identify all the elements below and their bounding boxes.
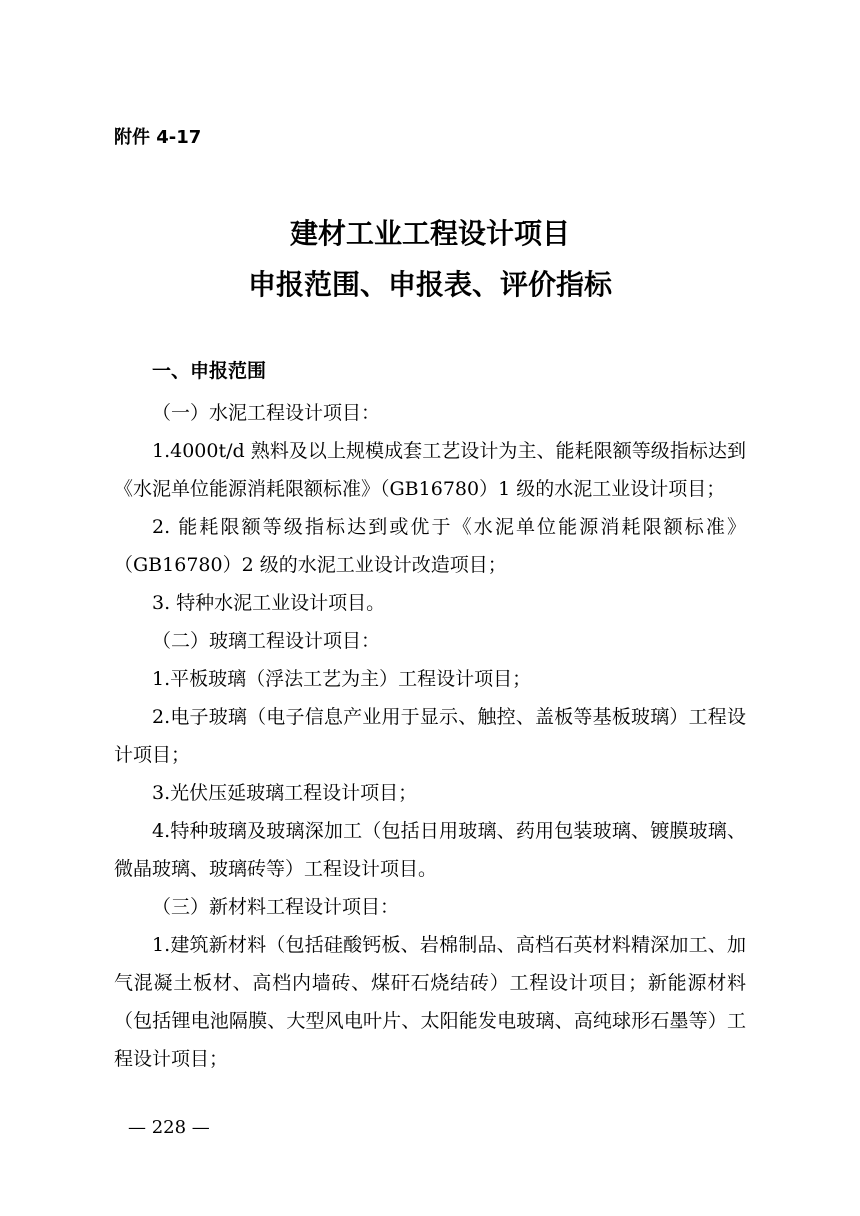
cement-item-1: 1.4000t/d 熟料及以上规模成套工艺设计为主、能耗限额等级指标达到《水泥单位能源消耗限额标准》（GB16780）1 级的水泥工业设计项目； [114, 440, 746, 500]
glass-item-3: 3.光伏压延玻璃工程设计项目； [152, 782, 418, 804]
glass-item-1: 1.平板玻璃（浮法工艺为主）工程设计项目； [152, 668, 532, 690]
document-title-line2: 申报范围、申报表、评价指标 [247, 268, 612, 301]
newmat-heading: （三）新材料工程设计项目： [152, 896, 400, 918]
cement-heading: （一）水泥工程设计项目： [152, 402, 381, 424]
document-title-line1: 建材工业工程设计项目 [289, 217, 570, 250]
cement-item-2: 2. 能耗限额等级指标达到或优于《水泥单位能源消耗限额标准》（GB16780）2 级的水泥工业设计改造项目； [114, 516, 746, 576]
page-number: — 228 — [128, 1117, 210, 1138]
annex-label: 附件 4-17 [114, 127, 202, 148]
document-body [114, 394, 746, 1078]
newmat-item-1: 1.建筑新材料（包括硅酸钙板、岩棉制品、高档石英材料精深加工、加气混凝土板材、高档内墙砖、煤矸石烧结砖）工程设计项目；新能源材料（包括锂电池隔膜、大型风电叶片、太阳能发电玻璃、高纯球形石墨等）工程设计项目； [114, 934, 746, 1070]
cement-item-3: 3. 特种水泥工业设计项目。 [152, 592, 386, 614]
glass-item-4: 4.特种玻璃及玻璃深加工（包括日用玻璃、药用包装玻璃、镀膜玻璃、微晶玻璃、玻璃砖等）工程设计项目。 [114, 820, 746, 880]
glass-heading: （二）玻璃工程设计项目： [152, 630, 381, 652]
section-heading: 一、申报范围 [152, 360, 267, 382]
glass-item-2: 2.电子玻璃（电子信息产业用于显示、触控、盖板等基板玻璃）工程设计项目； [114, 706, 746, 766]
